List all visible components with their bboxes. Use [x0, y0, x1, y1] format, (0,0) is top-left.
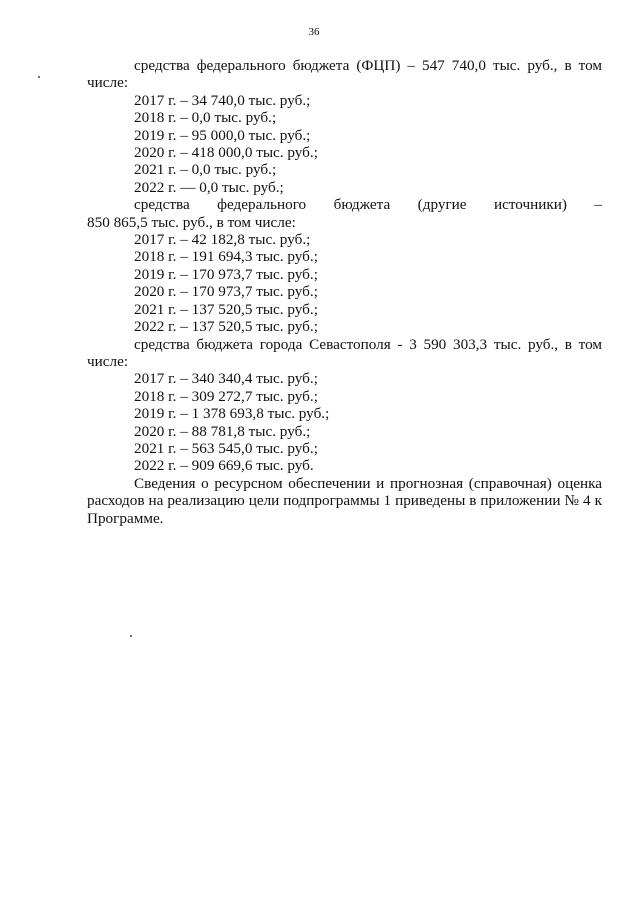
funding-continuation-line: числе:: [87, 352, 129, 370]
funding-block-federal-other: [87, 196, 602, 335]
funding-continuation-line: 850 865,5 тыс. руб., в том числе:: [87, 213, 296, 231]
funding-year-item: 2020 г. – 418 000,0 тыс. руб.;: [134, 144, 318, 162]
funding-year-item: 2017 г. – 340 340,4 тыс. руб.;: [134, 370, 318, 388]
funding-year-item: 2017 г. – 42 182,8 тыс. руб.;: [134, 231, 311, 249]
closing-paragraph: Сведения о ресурсном обеспечении и прогнозная (справочная) оценка расходов на реализацию цели подпрограммы 1 приведены в приложении № 4 к Программе.: [87, 474, 602, 527]
funding-year-item: 2022 г. – 909 669,6 тыс. руб.: [134, 457, 314, 475]
funding-year-item: 2017 г. – 34 740,0 тыс. руб.;: [134, 91, 311, 109]
funding-year-item: 2020 г. – 170 973,7 тыс. руб.;: [134, 283, 318, 301]
page-number: 36: [308, 26, 320, 38]
funding-year-item: 2018 г. – 191 694,3 тыс. руб.;: [134, 248, 318, 266]
funding-year-item: 2021 г. – 0,0 тыс. руб.;: [134, 161, 277, 179]
funding-year-item: 2018 г. – 309 272,7 тыс. руб.;: [134, 387, 318, 405]
funding-lead-line: средства федерального бюджета (ФЦП) – 547 740,0 тыс. руб., в том: [134, 57, 602, 74]
funding-year-item: 2021 г. – 137 520,5 тыс. руб.;: [134, 300, 318, 318]
funding-year-item: 2018 г. – 0,0 тыс. руб.;: [134, 109, 277, 127]
funding-year-item: 2021 г. – 563 545,0 тыс. руб.;: [134, 439, 318, 457]
funding-lead-line: средства бюджета города Севастополя - 3 590 303,3 тыс. руб., в том: [134, 335, 602, 353]
document-body: [87, 57, 602, 527]
scan-speck: [38, 76, 40, 78]
funding-year-item: 2019 г. – 1 378 693,8 тыс. руб.;: [134, 405, 330, 423]
funding-year-item: 2019 г. – 170 973,7 тыс. руб.;: [134, 265, 318, 283]
funding-block-sevastopol: [87, 336, 602, 475]
scan-speck: [130, 635, 132, 637]
funding-year-item: 2019 г. – 95 000,0 тыс. руб.;: [134, 126, 311, 144]
funding-year-item: 2022 г. – 137 520,5 тыс. руб.;: [134, 318, 318, 336]
funding-year-item: 2022 г. — 0,0 тыс. руб.;: [134, 178, 284, 196]
funding-lead-line: средства федерального бюджета (другие источники) –: [134, 196, 602, 214]
funding-year-item: 2020 г. – 88 781,8 тыс. руб.;: [134, 422, 311, 440]
funding-block-federal-fcp: [87, 57, 602, 196]
funding-continuation-line: числе:: [87, 74, 129, 92]
